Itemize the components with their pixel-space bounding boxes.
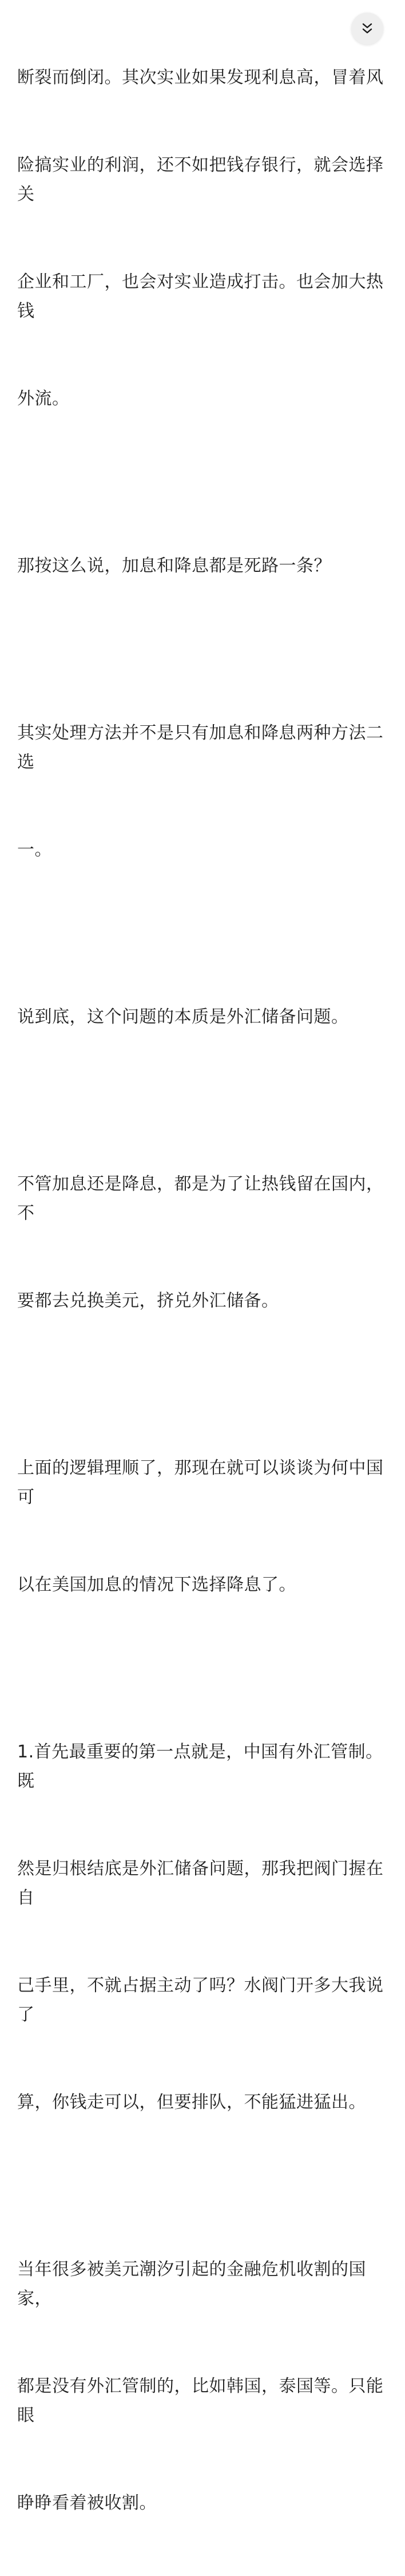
text-line: 断裂而倒闭。其次实业如果发现利息高，冒着风 bbox=[17, 68, 384, 88]
text-line: 当年很多被美元潮汐引起的金融危机收割的国家， bbox=[17, 2259, 366, 2309]
text-line: 要都去兑换美元，挤兑外汇储备。 bbox=[17, 1291, 279, 1311]
paragraph-3 bbox=[17, 660, 395, 923]
paragraph-gap bbox=[17, 1090, 395, 1111]
text-line: 己手里，不就占据主动了吗？水阀门开多大我说了 bbox=[17, 1976, 384, 2025]
collapse-button[interactable] bbox=[351, 13, 383, 45]
text-line: 企业和工厂，也会对实业造成打击。也会加大热钱 bbox=[17, 272, 384, 321]
paragraph-1 bbox=[17, 5, 395, 472]
double-chevron-down-icon bbox=[361, 22, 374, 35]
text-line: 一。 bbox=[17, 840, 52, 860]
paragraph-gap bbox=[17, 639, 395, 660]
text-line: 外流。 bbox=[17, 389, 70, 409]
paragraph-8 bbox=[17, 2196, 395, 2576]
text-line: 1.首先最重要的第一点就是，中国有外汇管制。既 bbox=[17, 1742, 383, 1791]
paragraph-4 bbox=[17, 944, 395, 1090]
paragraph-gap bbox=[17, 923, 395, 944]
article-body bbox=[17, 0, 395, 2576]
paragraph-gap bbox=[17, 1658, 395, 1679]
text-line: 上面的逻辑理顺了，那现在就可以谈谈为何中国可 bbox=[17, 1458, 384, 1507]
text-line: 都是没有外汇管制的，比如韩国，泰国等。只能眼 bbox=[17, 2376, 384, 2425]
paragraph-gap bbox=[17, 472, 395, 493]
paragraph-2 bbox=[17, 493, 395, 639]
paragraph-gap bbox=[17, 2175, 395, 2196]
paragraph-gap bbox=[17, 1374, 395, 1395]
paragraph-6 bbox=[17, 1395, 395, 1658]
text-line: 然是归根结底是外汇储备问题，那我把阀门握在自 bbox=[17, 1859, 384, 1908]
text-line: 睁睁看着被收割。 bbox=[17, 2493, 157, 2513]
text-line: 其实处理方法并不是只有加息和降息两种方法二选 bbox=[17, 723, 384, 772]
text-line: 不管加息还是降息，都是为了让热钱留在国内，不 bbox=[17, 1174, 384, 1223]
text-line: 以在美国加息的情况下选择降息了。 bbox=[17, 1575, 296, 1595]
text-line: 险搞实业的利润，还不如把钱存银行，就会选择关 bbox=[17, 155, 384, 204]
paragraph-5 bbox=[17, 1111, 395, 1374]
paragraph-7 bbox=[17, 1679, 395, 2175]
text-line: 算，你钱走可以，但要排队，不能猛进猛出。 bbox=[17, 2092, 366, 2112]
text-line: 说到底，这个问题的本质是外汇储备问题。 bbox=[17, 1007, 349, 1027]
text-line: 那按这么说，加息和降息都是死路一条？ bbox=[17, 556, 331, 576]
